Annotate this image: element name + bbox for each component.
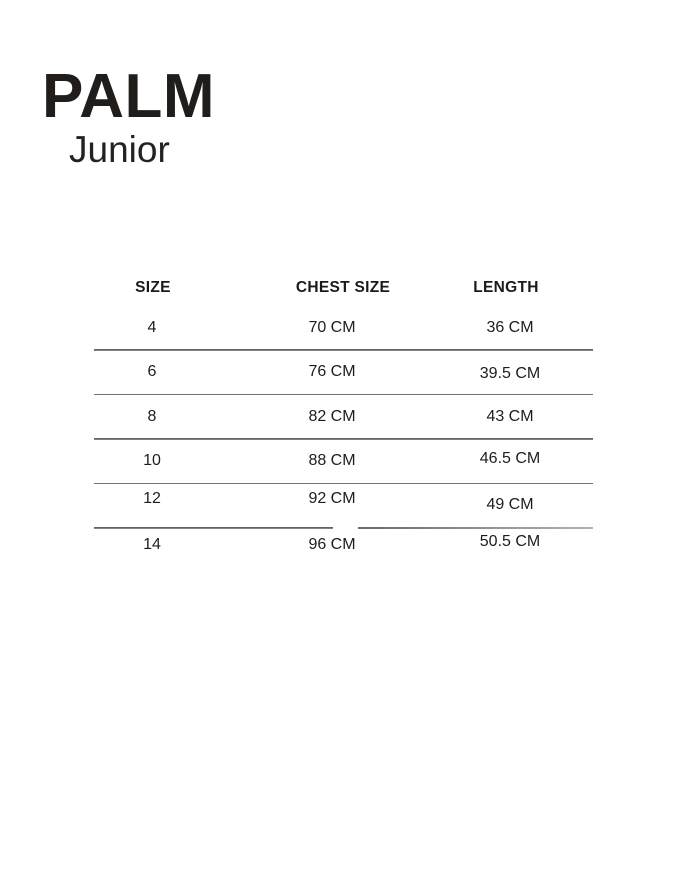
size-value: 10 bbox=[143, 452, 161, 469]
brand-subtitle: Junior bbox=[69, 129, 170, 170]
chest-value: 88 CM bbox=[308, 452, 356, 469]
table-header-row bbox=[94, 269, 593, 306]
length-value: 49 CM bbox=[486, 495, 534, 513]
chest-value: 70 CM bbox=[308, 318, 356, 336]
table-row bbox=[94, 306, 593, 349]
size-value: 8 bbox=[147, 407, 157, 425]
table-row bbox=[94, 484, 593, 527]
chest-value: 82 CM bbox=[308, 407, 356, 425]
chest-value: 92 CM bbox=[308, 489, 356, 507]
length-value: 50.5 CM bbox=[479, 532, 541, 550]
brand-title: PALM bbox=[42, 62, 216, 131]
size-value: 6 bbox=[147, 363, 157, 380]
size-value: 14 bbox=[143, 535, 161, 553]
table-row bbox=[94, 351, 593, 394]
chest-value: 76 CM bbox=[308, 363, 356, 380]
table-row bbox=[94, 395, 593, 438]
column-header-size: SIZE bbox=[135, 278, 171, 296]
column-header-chest: CHEST SIZE bbox=[295, 278, 391, 296]
length-value: 43 CM bbox=[486, 407, 534, 425]
size-chart-table bbox=[94, 269, 593, 561]
size-value: 12 bbox=[143, 489, 161, 507]
chest-value: 96 CM bbox=[308, 535, 356, 553]
column-header-length: LENGTH bbox=[473, 278, 539, 296]
size-value: 4 bbox=[147, 318, 157, 336]
length-value: 36 CM bbox=[486, 318, 534, 336]
table-row bbox=[94, 529, 593, 561]
length-value: 39.5 CM bbox=[479, 365, 541, 382]
length-value: 46.5 CM bbox=[479, 450, 541, 467]
